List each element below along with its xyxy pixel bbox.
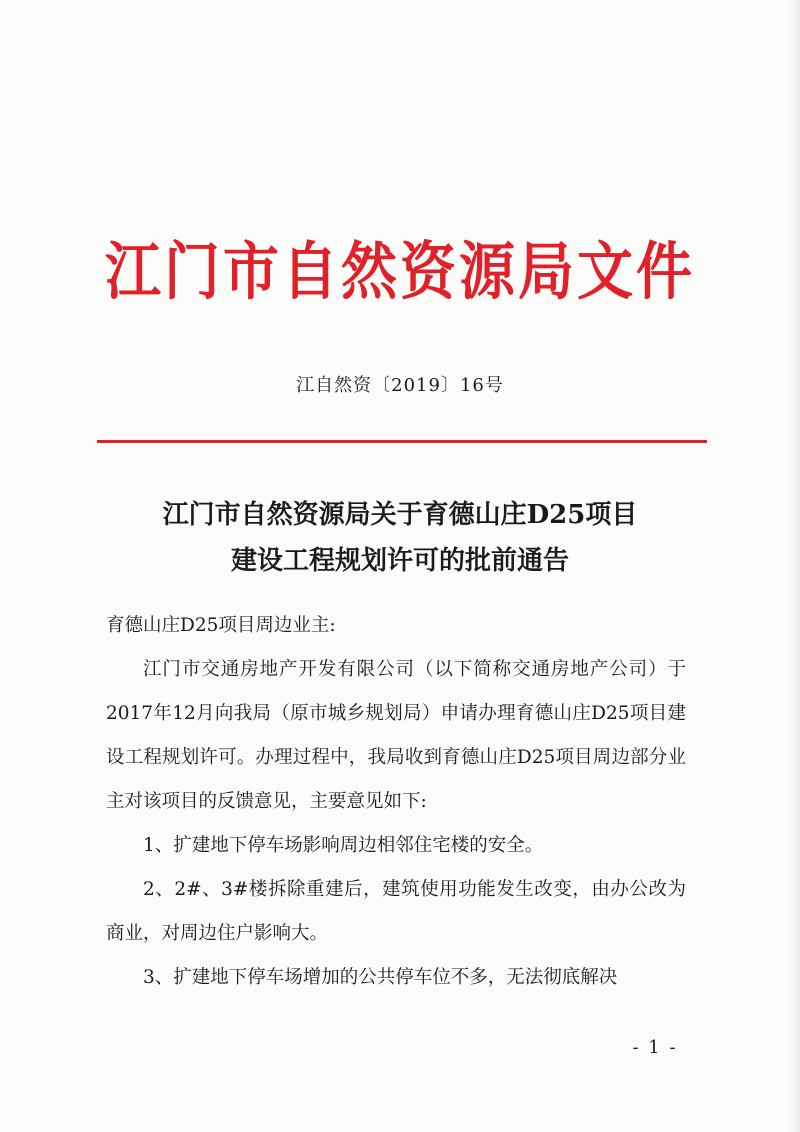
salutation: 育德山庄D25项目周边业主: — [106, 615, 336, 636]
masthead-title: 江门市自然资源局文件 — [105, 235, 695, 309]
page-number: - 1 - — [632, 1037, 678, 1058]
title-line-1: 江门市自然资源局关于育德山庄D25项目 — [162, 500, 638, 530]
paragraph-intro: 江门市交通房地产开发有限公司（以下简称交通房地产公司）于2017年12月向我局（原市城乡规划局）申请办理育德山庄D25项目建设工程规划许可。办理过程中，我局收到育德山庄D25项目周边部分业主对该项目的反馈意见，主要意见如下: — [106, 659, 686, 812]
red-divider-rule — [97, 440, 707, 443]
list-item-2: 2、2#、3#楼拆除重建后，建筑使用功能发生改变，由办公改为商业，对周边住户影响大。 — [106, 879, 686, 944]
list-item-1: 1、扩建地下停车场影响周边相邻住宅楼的安全。 — [143, 835, 544, 856]
list-item-3: 3、扩建地下停车场增加的公共停车位不多，无法彻底解决 — [143, 967, 618, 988]
document-body — [106, 604, 686, 1000]
document-number: 江自然资〔2019〕16号 — [296, 375, 504, 396]
scan-edge-shadow — [788, 0, 800, 1132]
title-line-2: 建设工程规划许可的批前通告 — [230, 546, 569, 576]
document-title — [80, 492, 720, 584]
